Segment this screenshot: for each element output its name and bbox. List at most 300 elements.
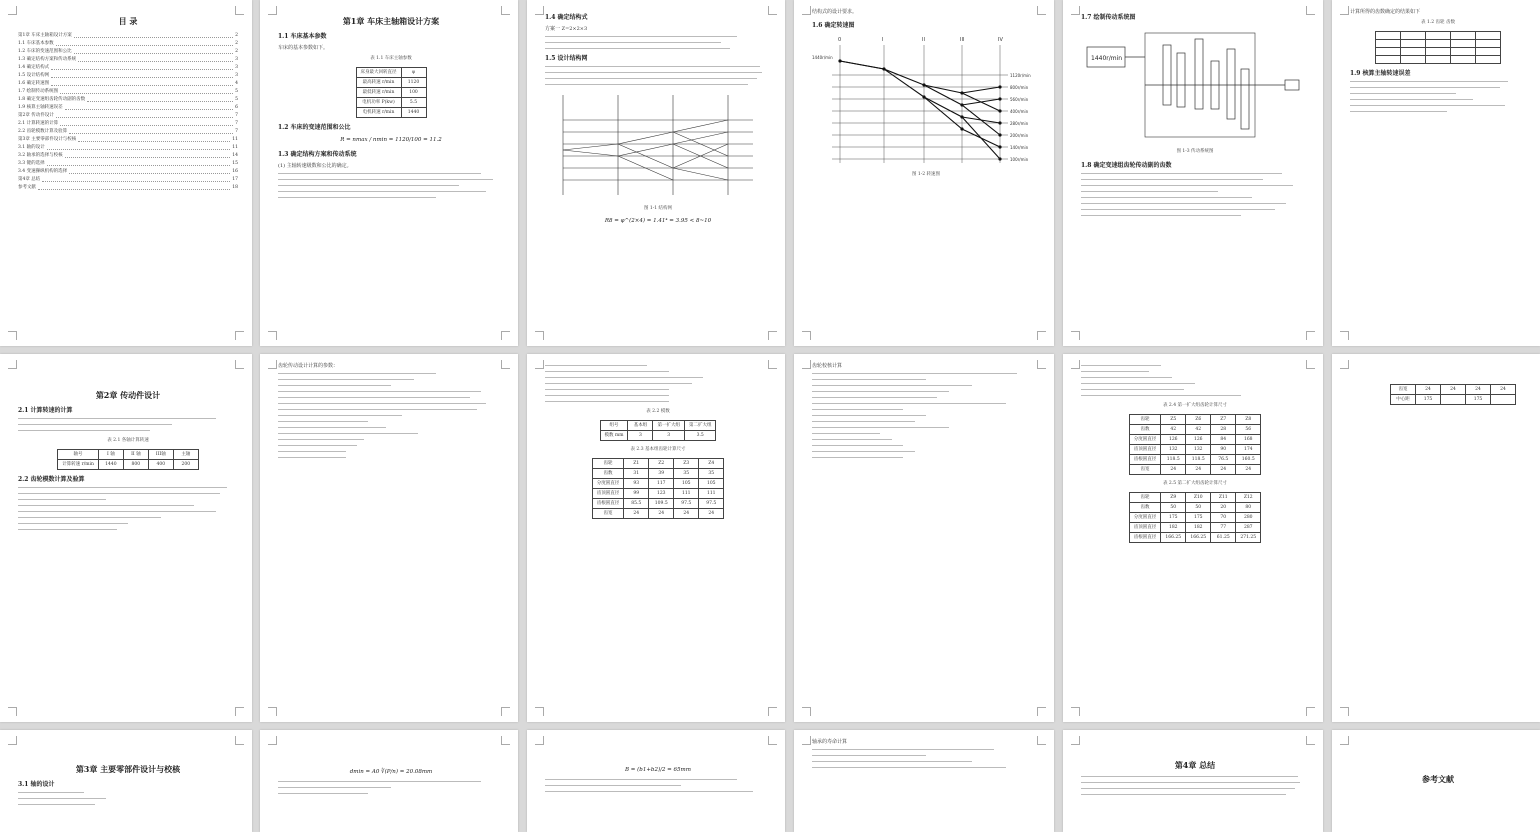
toc-entry-label: 1.5 设计结构网	[18, 73, 50, 78]
section-heading: 1.7 绘制传动系统图	[1081, 14, 1136, 21]
toc-leader	[65, 152, 231, 158]
speed-node	[960, 127, 963, 130]
table-row	[592, 489, 724, 499]
corner-mark	[1340, 6, 1349, 15]
table-cell: 最低转速 r/min	[356, 88, 401, 98]
text-line	[545, 791, 753, 792]
table-cell: 齿根圆直径	[592, 499, 624, 509]
toc-entry-label: 1.8 确定变速组齿轮传动副的齿数	[18, 97, 86, 102]
page-18[interactable]	[1332, 730, 1540, 832]
toc-page-number: 7	[235, 121, 238, 126]
text-line	[812, 457, 903, 458]
corner-mark	[1340, 736, 1349, 745]
table-row	[1129, 445, 1261, 455]
toc-entry[interactable]	[18, 40, 238, 48]
chapter-title: 第3章 主要零部件设计与校核	[75, 764, 181, 774]
table-row	[356, 108, 426, 118]
page-16[interactable]	[794, 730, 1054, 832]
speed-label: 280r/min	[1010, 121, 1029, 126]
page-10[interactable]	[794, 354, 1054, 722]
text-line	[1081, 179, 1263, 180]
table-cell: 100	[401, 88, 426, 98]
text-line	[278, 173, 481, 174]
table-cell	[1491, 395, 1516, 405]
page-12[interactable]	[1332, 354, 1540, 722]
table-row	[1129, 523, 1261, 533]
text-line	[18, 792, 84, 793]
text-line	[812, 415, 926, 416]
text-line	[278, 409, 477, 410]
text-line	[545, 48, 730, 49]
table-cell: 175	[1161, 513, 1186, 523]
toc-page-number: 5	[235, 97, 238, 102]
text-line	[278, 445, 357, 446]
table-cell: 电机转速 r/min	[356, 108, 401, 118]
table-cell: 1440	[401, 108, 426, 118]
table-cell: Z10	[1186, 493, 1211, 503]
table-cell: 1440	[98, 460, 123, 470]
text-line	[545, 377, 703, 378]
table-cell: 97.5	[699, 499, 724, 509]
text-line	[545, 84, 748, 85]
corner-mark	[1071, 360, 1080, 369]
text-line	[1081, 794, 1286, 795]
text-line	[1081, 383, 1195, 384]
toc-page-number: 11	[232, 137, 238, 142]
text-line	[278, 433, 418, 434]
page-toc[interactable]	[0, 0, 252, 346]
corner-mark	[802, 707, 811, 716]
page-17[interactable]	[1063, 730, 1323, 832]
corner-mark	[1340, 360, 1349, 369]
page-14[interactable]	[260, 730, 518, 832]
section-heading: 2.1 计算转速的计算	[18, 407, 73, 414]
paragraph: 齿轮校核计算	[812, 363, 843, 369]
text-line	[278, 415, 402, 416]
formula: B = (b1+b2)/2 = 65mm	[625, 767, 691, 773]
toc-leader	[47, 144, 231, 150]
table-cell: 123	[649, 489, 674, 499]
toc-entry[interactable]	[18, 136, 238, 144]
toc-entry[interactable]	[18, 160, 238, 168]
table-cell: 175	[1416, 395, 1441, 405]
table-cell: 126	[1161, 435, 1186, 445]
table-cell: 分度圆直径	[1129, 435, 1161, 445]
text-line	[18, 493, 220, 494]
speed-label: 100r/min	[1010, 157, 1029, 162]
text-line	[812, 755, 926, 756]
table-row	[356, 98, 426, 108]
chapter-title: 第2章 传动件设计	[95, 390, 161, 400]
toc-page-number: 4	[235, 81, 238, 86]
table-caption: 表 2.3 基本组齿轮计算尺寸	[630, 447, 686, 452]
toc-leader	[47, 160, 231, 166]
toc-page-number: 18	[232, 185, 238, 190]
table-cell: 31	[624, 469, 649, 479]
table-caption: 表 2.1 各轴计算转速	[107, 438, 149, 443]
gear-width-table	[1390, 384, 1516, 405]
toc-entry-label: 第4章 总结	[18, 177, 41, 182]
text-line	[18, 511, 216, 512]
text-line	[1081, 776, 1298, 777]
speed-node	[998, 133, 1001, 136]
page-7[interactable]	[0, 354, 252, 722]
text-line	[18, 505, 194, 506]
speed-diagram	[812, 33, 1040, 168]
speed-node	[998, 145, 1001, 148]
table-row	[592, 469, 724, 479]
speed-node	[922, 83, 925, 86]
table-cell: 24	[1211, 465, 1236, 475]
text-line	[812, 451, 915, 452]
toc-entry[interactable]	[18, 112, 238, 120]
corner-mark	[535, 331, 544, 340]
text-line	[18, 430, 150, 431]
table-cell: 61.25	[1211, 533, 1236, 543]
text-line	[545, 371, 669, 372]
toc-entry[interactable]	[18, 96, 238, 104]
table-cell: 35	[699, 469, 724, 479]
corner-mark	[268, 736, 277, 745]
page-15[interactable]	[527, 730, 785, 832]
transmission-system-diagram	[1085, 25, 1305, 145]
table-cell: 109.5	[649, 499, 674, 509]
toc-title: 目 录	[118, 16, 138, 26]
toc-page-number: 5	[235, 89, 238, 94]
table-cell: 5.5	[401, 98, 426, 108]
corner-mark	[268, 707, 277, 716]
table-caption: 表 2.5 第二扩大组齿轮计算尺寸	[1162, 481, 1228, 486]
text-line	[1081, 197, 1252, 198]
table-cell: 齿顶圆直径	[1129, 445, 1161, 455]
table-cell: 111	[699, 489, 724, 499]
table-cell: 齿轮	[1129, 493, 1161, 503]
table-cell: 118.5	[1186, 455, 1211, 465]
toc-leader	[65, 104, 234, 110]
toc-page-number: 15	[232, 161, 238, 166]
text-line	[278, 391, 481, 392]
toc-leader	[56, 112, 233, 118]
speed-label: 200r/min	[1010, 133, 1029, 138]
table-cell: 111	[674, 489, 699, 499]
toc-entry[interactable]	[18, 48, 238, 56]
section-heading: 1.1 车床基本参数	[278, 33, 327, 40]
toc-entry[interactable]	[18, 176, 238, 184]
text-line	[1350, 87, 1500, 88]
corner-mark	[802, 736, 811, 745]
corner-mark	[268, 6, 277, 15]
toc-leader	[51, 64, 233, 70]
corner-mark	[1071, 736, 1080, 745]
text-line	[812, 427, 949, 428]
table-cell: 105	[674, 479, 699, 489]
text-line	[812, 397, 937, 398]
table-cell: 24	[1236, 465, 1261, 475]
toc-entry-label: 第2章 传动件设计	[18, 113, 54, 118]
toc-entry[interactable]	[18, 64, 238, 72]
table-cell: 50	[1161, 503, 1186, 513]
toc-entry[interactable]	[18, 80, 238, 88]
text-line	[812, 761, 972, 762]
table-row	[58, 450, 199, 460]
table-cell: 24	[649, 509, 674, 519]
page-5[interactable]	[1063, 0, 1323, 346]
structure-net-diagram	[558, 90, 758, 200]
section-heading: 1.4 确定结构式	[545, 14, 588, 21]
formula: R8 = φ^(2×4) = 1.41⁴ = 3.95 < 8~10	[604, 218, 712, 224]
corner-mark	[8, 6, 17, 15]
table-cell: 基本组	[628, 421, 653, 431]
speed-node	[960, 115, 963, 118]
table-cell: II 轴	[123, 450, 148, 460]
formula: dmin = A0 ∛(P/n) = 20.08mm	[349, 769, 433, 775]
table-cell: 齿顶圆直径	[592, 489, 624, 499]
table-cell: 182	[1161, 523, 1186, 533]
toc-entry[interactable]	[18, 120, 238, 128]
figure-caption: 图 1-3 传动系统图	[1176, 149, 1214, 154]
toc-page-number: 6	[235, 105, 238, 110]
corner-mark	[535, 736, 544, 745]
table-cell: Z11	[1211, 493, 1236, 503]
table-cell: 齿轮	[592, 459, 624, 469]
toc-entry[interactable]	[18, 72, 238, 80]
table-cell: 最高转速 r/min	[356, 78, 401, 88]
table-cell: 118.5	[1161, 455, 1186, 465]
page-2[interactable]	[260, 0, 518, 346]
table-cell: 组号	[600, 421, 628, 431]
toc-entry[interactable]	[18, 184, 238, 192]
table-cell: 85.5	[624, 499, 649, 509]
toc-page-number: 2	[235, 33, 238, 38]
table-cell: 轴号	[58, 450, 99, 460]
table-cell: 模数 mm	[600, 431, 628, 441]
axis-label: 0	[838, 37, 842, 43]
table-cell: 24	[699, 509, 724, 519]
table-cell: 182	[1186, 523, 1211, 533]
table-cell: 24	[624, 509, 649, 519]
text-line	[545, 401, 669, 402]
text-line	[278, 385, 391, 386]
speed-node	[998, 85, 1001, 88]
speed-node	[998, 97, 1001, 100]
table-cell: 39	[649, 469, 674, 479]
table-cell: 24	[1161, 465, 1186, 475]
text-line	[1350, 81, 1508, 82]
table-cell: 齿顶圆直径	[1129, 523, 1161, 533]
paragraph: 车床的基本参数如下。	[278, 45, 329, 51]
params-table	[356, 67, 427, 118]
table-cell: 齿轮	[1129, 415, 1161, 425]
table-row	[1129, 425, 1261, 435]
text-line	[278, 373, 436, 374]
toc-entry[interactable]	[18, 32, 238, 40]
text-line	[278, 451, 346, 452]
calc-speed-table	[57, 449, 199, 470]
table-cell: 117	[649, 479, 674, 489]
table-caption: 表 2.2 模数	[646, 409, 670, 414]
speed-node	[998, 157, 1001, 160]
table-row	[1391, 385, 1516, 395]
text-line	[812, 767, 1006, 768]
text-line	[545, 42, 721, 43]
toc-entry[interactable]	[18, 128, 238, 136]
text-line	[18, 499, 106, 500]
table-cell: φ	[401, 68, 426, 78]
toc-entry[interactable]	[18, 56, 238, 64]
table-cell: 24	[1441, 385, 1466, 395]
corner-mark	[802, 331, 811, 340]
text-line	[545, 389, 669, 390]
text-line	[18, 517, 161, 518]
toc-leader	[60, 88, 233, 94]
table-cell: 20	[1211, 503, 1236, 513]
toc-page-number: 17	[232, 177, 238, 182]
table-row	[1129, 435, 1261, 445]
speed-node	[838, 59, 841, 62]
table-cell: Z6	[1186, 415, 1211, 425]
corner-mark	[1071, 707, 1080, 716]
toc-entry-label: 1.9 核算主轴转速误差	[18, 105, 63, 110]
table-row	[356, 88, 426, 98]
table-cell: 132	[1186, 445, 1211, 455]
toc-page-number: 2	[235, 41, 238, 46]
toc-entry[interactable]	[18, 144, 238, 152]
toc-page-number: 3	[235, 57, 238, 62]
table-cell: Z3	[674, 459, 699, 469]
speed-node	[998, 121, 1001, 124]
toc-entry[interactable]	[18, 88, 238, 96]
table-cell: 齿宽	[592, 509, 624, 519]
table-cell: 分度圆直径	[1129, 513, 1161, 523]
toc-entry-label: 3.4 变速操纵机构的选择	[18, 169, 68, 174]
speed-node	[882, 67, 885, 70]
toc-page-number: 7	[235, 129, 238, 134]
page-3[interactable]	[527, 0, 785, 346]
table-row	[592, 459, 724, 469]
text-line	[278, 179, 493, 180]
speed-label: 800r/min	[1010, 85, 1029, 90]
page-11[interactable]	[1063, 354, 1323, 722]
table-cell: Z5	[1161, 415, 1186, 425]
table-cell: Z4	[699, 459, 724, 469]
page-8[interactable]	[260, 354, 518, 722]
table-cell: 24	[1186, 465, 1211, 475]
table-cell: 160.5	[1236, 455, 1261, 465]
toc-entry-label: 1.2 车床的变速范围和公比	[18, 49, 72, 54]
section-heading: 1.8 确定变速组齿轮传动副的齿数	[1081, 162, 1172, 169]
corner-mark	[8, 331, 17, 340]
table-caption: 表 2.4 第一扩大组齿轮计算尺寸	[1162, 403, 1228, 408]
text-line	[278, 421, 368, 422]
table-row	[600, 431, 716, 441]
toc-entry-label: 参考文献	[18, 185, 36, 190]
text-line	[812, 385, 972, 386]
section-heading: 3.1 轴的设计	[18, 781, 55, 788]
table-cell: 42	[1186, 425, 1211, 435]
axis-label: II	[922, 37, 925, 43]
text-line	[18, 529, 117, 530]
table-cell: 主轴	[173, 450, 198, 460]
table-cell: 280	[1236, 513, 1261, 523]
page-9[interactable]	[527, 354, 785, 722]
speed-label: 400r/min	[1010, 109, 1029, 114]
table-cell: Z1	[624, 459, 649, 469]
section-heading: 2.2 齿轮模数计算及验算	[18, 476, 85, 483]
paragraph: 轴承的寿命计算	[812, 739, 848, 745]
toc-entry-label: 第1章 车床主轴箱设计方案	[18, 33, 72, 38]
table-cell: 97.5	[674, 499, 699, 509]
toc-entry-label: 1.6 确定转速图	[18, 81, 50, 86]
text-line	[1350, 93, 1456, 94]
table-cell: 166.25	[1186, 533, 1211, 543]
table-row	[58, 460, 199, 470]
toc-leader	[56, 40, 234, 46]
text-line	[1081, 389, 1184, 390]
speed-label: 140r/min	[1010, 145, 1029, 150]
text-line	[278, 403, 486, 404]
text-line	[278, 197, 436, 198]
toc-entry[interactable]	[18, 152, 238, 160]
table-cell: Z9	[1161, 493, 1186, 503]
table-row	[1391, 395, 1516, 405]
motor-speed-label: 1440r/min	[812, 55, 833, 60]
text-line	[1081, 377, 1172, 378]
table-cell: 齿根圆直径	[1129, 455, 1161, 465]
toc-entry[interactable]	[18, 168, 238, 176]
toc-entry-label: 第3章 主要零部件设计与校核	[18, 137, 77, 142]
toc-leader	[69, 168, 230, 174]
text-line	[812, 409, 903, 410]
table-cell: 计算转速 r/min	[58, 460, 99, 470]
table-cell: 77	[1211, 523, 1236, 533]
corner-mark	[8, 360, 17, 369]
corner-mark	[1340, 707, 1349, 716]
toc-entry[interactable]	[18, 104, 238, 112]
table-row	[1129, 533, 1261, 543]
table-cell: 24	[1491, 385, 1516, 395]
corner-mark	[802, 360, 811, 369]
speed-node	[922, 95, 925, 98]
toc-page-number: 16	[232, 169, 238, 174]
table-cell: Z8	[1236, 415, 1261, 425]
toc-leader	[51, 80, 233, 86]
text-line	[545, 779, 737, 780]
text-line	[812, 379, 926, 380]
text-line	[278, 457, 346, 458]
figure-caption: 图 1-2 转速图	[911, 172, 941, 177]
corner-mark	[268, 360, 277, 369]
table-row	[1129, 503, 1261, 513]
table-row	[1129, 455, 1261, 465]
table-cell: 42	[1161, 425, 1186, 435]
text-line	[1081, 215, 1241, 216]
table-cell: 168	[1236, 435, 1261, 445]
text-line	[278, 787, 391, 788]
toc-page-number: 3	[235, 65, 238, 70]
section-heading: 1.3 确定结构方案和传动系统	[278, 151, 357, 158]
corner-mark	[535, 360, 544, 369]
page-6[interactable]	[1332, 0, 1540, 346]
table-cell: 24	[1416, 385, 1441, 395]
page-13[interactable]	[0, 730, 252, 832]
corner-mark	[268, 331, 277, 340]
page-4[interactable]	[794, 0, 1054, 346]
text-line	[545, 383, 692, 384]
text-line	[812, 391, 949, 392]
table-row	[600, 421, 716, 431]
table-cell: 床身最大回转直径	[356, 68, 401, 78]
toc-entry-label: 2.2 齿轮模数计算及验算	[18, 129, 68, 134]
